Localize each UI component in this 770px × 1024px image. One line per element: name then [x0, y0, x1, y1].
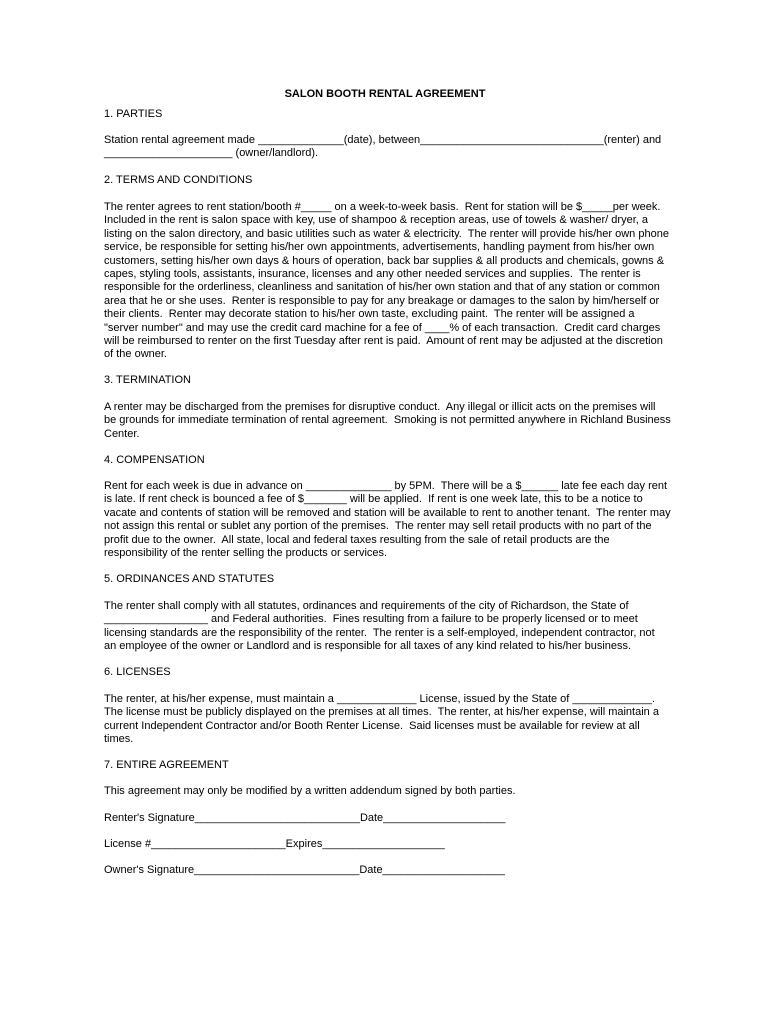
- text-line: Rent for each week is due in advance on ______________ by 5PM. There will be a $______ late fee each day rent: [104, 480, 668, 492]
- text-line: capes, styling tools, assistants, insurance, licenses and any other needed services and supplies. The renter is: [104, 268, 641, 281]
- text-line: _____________________ (owner/landlord).: [104, 147, 319, 160]
- text-line: listing on the salon directory, and basic utilities such as water & electricity. The renter will provide his/her own phone: [104, 227, 669, 240]
- owner-signature-line[interactable]: Owner's Signature___________________________Date____________________: [104, 864, 505, 876]
- section-heading-compensation: 4. COMPENSATION: [104, 454, 205, 466]
- text-line: customers, setting his/her own days & hours of operation, back bar supplies & all products and chemicals, gowns &: [104, 254, 665, 267]
- section-body-termination: [104, 401, 692, 441]
- text-line: profit due to the owner. All state, local and federal taxes resulting from the sale of retail products are the: [104, 533, 610, 546]
- section-heading-termination: 3. TERMINATION: [104, 374, 191, 386]
- text-line: vacate and contents of station will be removed and station will be available to rent to another tenant. The renter may: [104, 506, 671, 519]
- text-line: A renter may be discharged from the premises for disruptive conduct. Any illegal or illicit acts on the premises will: [104, 401, 656, 413]
- renter-signature-line[interactable]: Renter's Signature___________________________Date____________________: [104, 812, 506, 824]
- section-body-ordinances: [104, 600, 692, 654]
- license-number-line[interactable]: License #______________________Expires____________________: [104, 838, 445, 850]
- section-heading-entire-agreement: 7. ENTIRE AGREEMENT: [104, 759, 229, 771]
- text-line: The renter, at his/her expense, must maintain a _____________ License, issued by the State of _____________.: [104, 693, 655, 705]
- text-line: their clients. Renter may decorate station to his/her own taste, excluding paint. The renter will be assigned a: [104, 308, 635, 321]
- text-line: an employee of the owner or Landlord and is responsible for all taxes of any kind related to his/her business.: [104, 640, 632, 653]
- text-line: times.: [104, 733, 134, 746]
- text-line: be grounds for immediate termination of rental agreement. Smoking is not permitted anywhere in Richland Business: [104, 414, 671, 427]
- text-line: responsible for the orderliness, cleanliness and sanitation of his/her own station and that of any station or common: [104, 281, 660, 294]
- text-line: Station rental agreement made ______________(date), between______________________________(renter) and: [104, 134, 662, 146]
- text-line: The license must be publicly displayed on the premises at all times. The renter, at his/her expense, will maintain a: [104, 706, 659, 719]
- text-line: The renter agrees to rent station/booth #_____ on a week-to-week basis. Rent for station will be $_____per week.: [104, 201, 661, 213]
- section-heading-parties: 1. PARTIES: [104, 108, 163, 120]
- text-line: Included in the rent is salon space with key, use of shampoo & reception areas, use of towels & washer/ dryer, a: [104, 214, 648, 227]
- text-line: not assign this rental or sublet any portion of the premises. The renter may sell retail products with no part of the: [104, 520, 652, 533]
- section-body-parties: [104, 134, 692, 161]
- text-line: is late. If rent check is bounced a fee of $_______ will be applied. If rent is one week late, this to be a notice to: [104, 493, 643, 506]
- text-line: _________________ and Federal authorities. Fines resulting from a failure to be properly licensed or to meet: [104, 613, 638, 626]
- section-heading-licenses: 6. LICENSES: [104, 666, 171, 678]
- section-body-entire-agreement: [104, 785, 692, 798]
- section-heading-ordinances: 5. ORDINANCES AND STATUTES: [104, 573, 275, 585]
- section-body-licenses: [104, 693, 692, 747]
- text-line: The renter shall comply with all statutes, ordinances and requirements of the city of Richardson, the State of: [104, 600, 629, 612]
- text-line: current Independent Contractor and/or Booth Renter License. Said licenses must be available for review at all: [104, 719, 640, 732]
- text-line: responsibility of the renter selling the products or services.: [104, 547, 388, 560]
- text-line: of the owner.: [104, 348, 167, 361]
- text-line: will be reimbursed to renter on the first Tuesday after rent is paid. Amount of rent may be adjusted at the discretion: [104, 335, 663, 348]
- section-heading-terms: 2. TERMS AND CONDITIONS: [104, 174, 253, 186]
- document-title: SALON BOOTH RENTAL AGREEMENT: [284, 88, 486, 100]
- text-line: service, be responsible for setting his/her own appointments, advertisements, handling payment from his/her own: [104, 241, 655, 254]
- text-line: Center.: [104, 427, 140, 440]
- text-line: This agreement may only be modified by a written addendum signed by both parties.: [104, 785, 516, 797]
- text-line: licensing standards are the responsibility of the renter. The renter is a self-employed, independent contractor, not: [104, 626, 655, 639]
- section-body-compensation: [104, 480, 692, 560]
- text-line: area that he or she uses. Renter is responsible to pay for any breakage or damages to the salon by him/herself or: [104, 294, 660, 307]
- text-line: "server number" and may use the credit card machine for a fee of ____% of each transaction. Credit card charges: [104, 321, 661, 334]
- section-body-terms: [104, 201, 692, 362]
